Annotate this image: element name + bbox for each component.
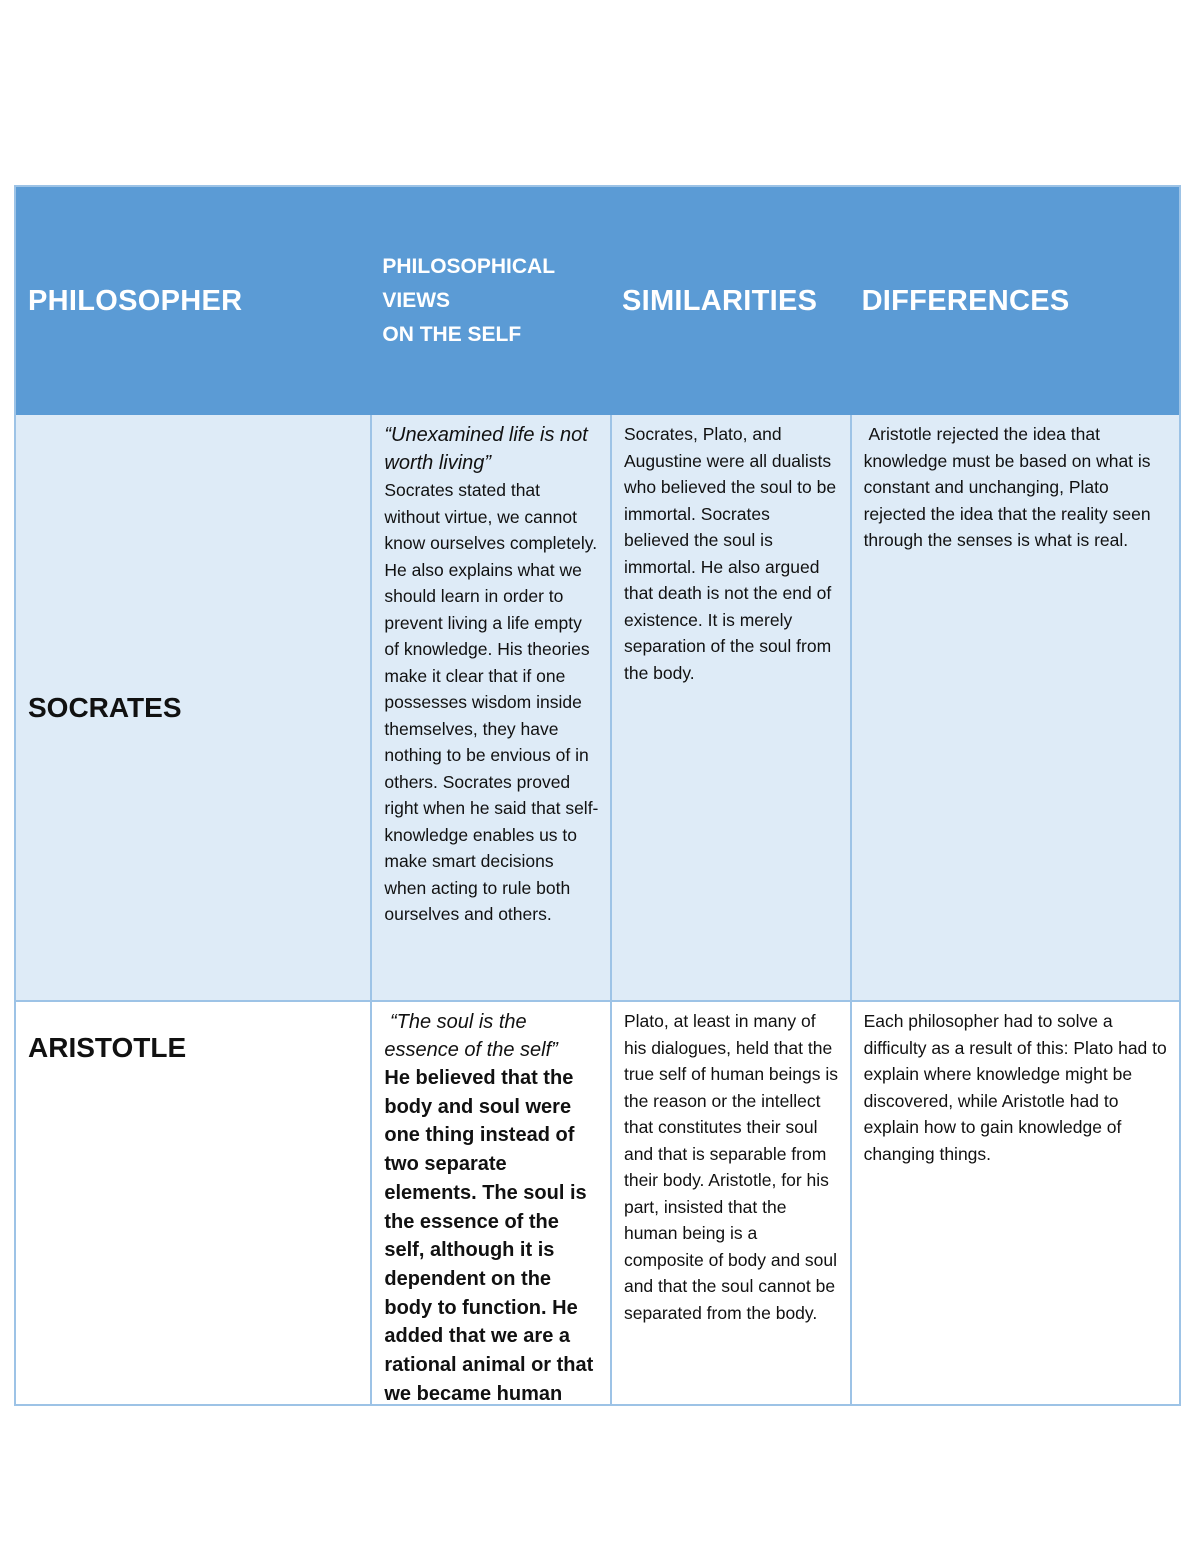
similarities-text-part1: Plato, at least in many of his dialogues, held that the true self of human beings is the reason or the intellect that constitutes their soul and that is separable from <box>623 1011 838 1164</box>
similarities-text-part2: their body. Aristotle, for his part, insisted that the human being is a composite of body and soul and that the soul cannot be separated from the body. <box>623 1170 838 1323</box>
differences-cell <box>850 1002 1179 1404</box>
header-views-line2: VIEWS <box>382 289 451 312</box>
header-philosopher-label: PHILOSOPHER <box>28 284 243 317</box>
similarities-cell <box>610 415 850 1000</box>
header-differences <box>850 187 1179 415</box>
table-row-aristotle <box>16 1000 1179 1404</box>
views-quote: “Unexamined life is not worth living” <box>384 424 588 474</box>
similarities-cell <box>610 1002 850 1404</box>
header-philosopher <box>16 187 370 415</box>
differences-text: Aristotle rejected the idea that knowledge must be based on what is constant and unchanging, Plato rejected the idea that the reality seen through the senses is what is real. <box>863 424 1156 550</box>
views-quote: “The soul is the essence of the self” <box>384 1011 558 1061</box>
differences-text: Each philosopher had to solve a difficulty as a result of this: Plato had to explain where knowledge might be discovered, while Aristotle had to explain how to gain knowledge of changing things. <box>863 1011 1167 1164</box>
philosophers-table <box>14 185 1181 1406</box>
header-views-line3: ON THE SELF <box>382 323 522 346</box>
views-cell <box>370 415 610 1000</box>
header-similarities-label: SIMILARITIES <box>621 284 818 317</box>
header-views-line1: PHILOSOPHICAL <box>382 255 556 278</box>
header-row <box>16 187 1179 415</box>
differences-cell <box>850 415 1179 1000</box>
views-text: Socrates stated that without virtue, we cannot know ourselves completely. He also explains what we should learn in order to prevent living a life empty of knowledge. His theories make it clear that if one possesses wisdom inside themselves, they have nothing to be envious of in others. Socrates proved right when he said that self-knowledge enables us to make smart decisions when acting to rule both ourselves and others. <box>384 480 599 924</box>
header-views <box>370 187 610 415</box>
philosopher-name: SOCRATES <box>28 691 182 723</box>
philosopher-cell <box>16 415 370 1000</box>
views-cell <box>370 1002 610 1404</box>
table-row-socrates <box>16 415 1179 1000</box>
similarities-text: Socrates, Plato, and Augustine were all dualists who believed the soul to be immortal. Socrates believed the soul is immortal. He also argued that death is not the end of existence. It is merely separation of the soul from the body. <box>623 424 837 683</box>
philosopher-name: ARISTOTLE <box>28 1032 187 1063</box>
header-similarities <box>610 187 850 415</box>
header-views-label <box>382 250 555 352</box>
views-text: He believed that the body and soul were one thing instead of two separate elements. The soul is the essence of the self, although it is dependent on the body to function. He added that we are a rational animal or that we became human <box>384 1067 594 1405</box>
philosopher-cell <box>16 1002 370 1404</box>
header-differences-label: DIFFERENCES <box>861 284 1070 317</box>
